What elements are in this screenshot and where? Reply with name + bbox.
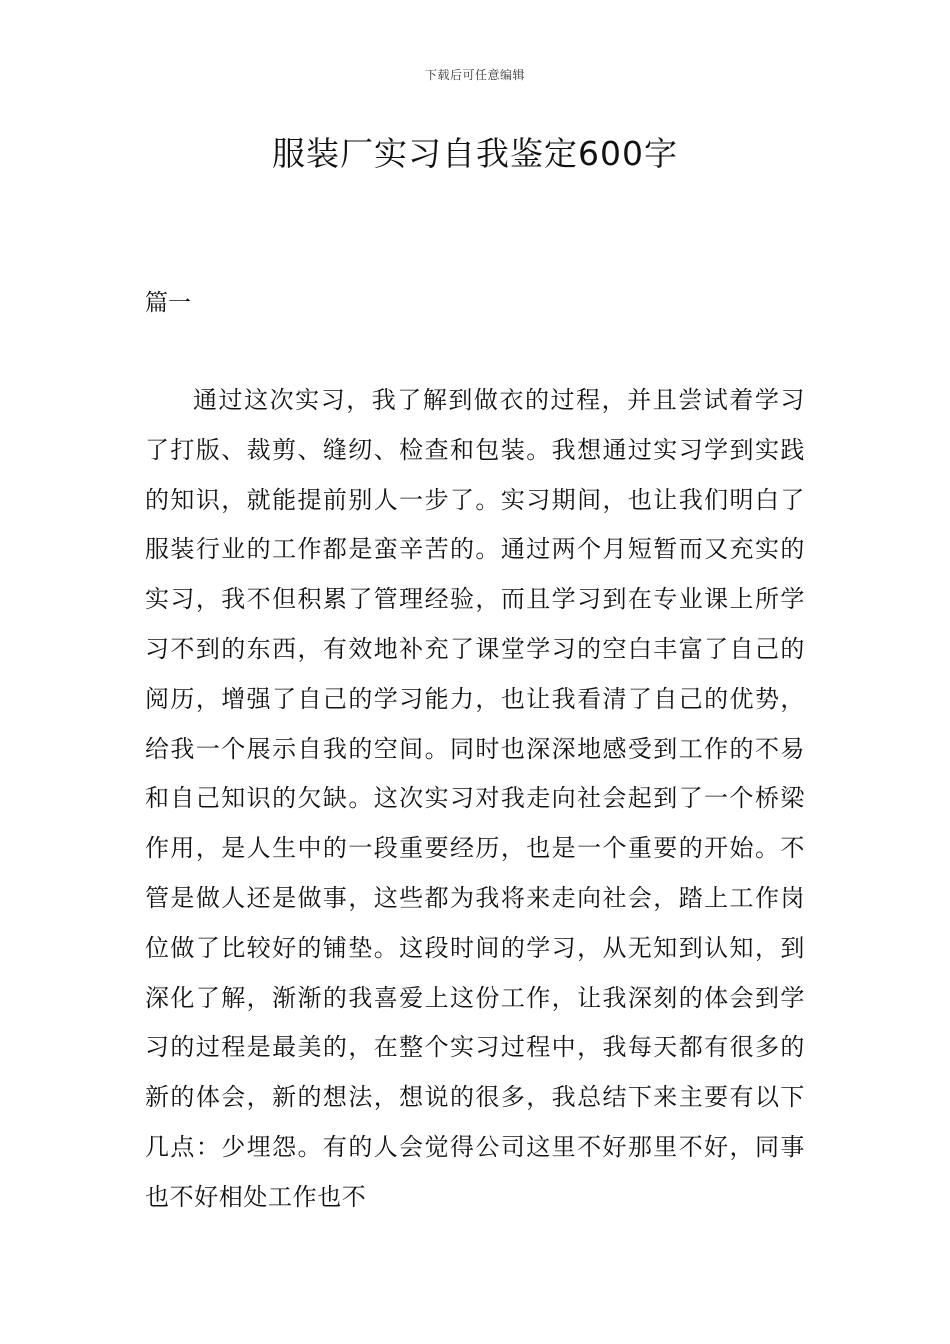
body-paragraph: 通过这次实习，我了解到做衣的过程，并且尝试着学习了打版、裁剪、缝纫、检查和包装。我想通过实习学到实践的知识，就能提前别人一步了。实习期间，也让我们明白了服装行业的工作都是蛮辛苦的。通过两个月短暂而又充实的实习，我不但积累了管理经验，而且学习到在专业课上所学习不到的东西，有效地补充了课堂学习的空白丰富了自己的阅历，增强了自己的学习能力，也让我看清了自己的优势，给我一个展示自我的空间。同时也深深地感受到工作的不易和自己知识的欠缺。这次实习对我走向社会起到了一个桥梁作用，是人生中的一段重要经历，也是一个重要的开始。不管是做人还是做事，这些都为我将来走向社会，踏上工作岗位做了比较好的铺垫。这段时间的学习，从无知到认知，到深化了解，渐渐的我喜爱上这份工作，让我深刻的体会到学习的过程是最美的，在整个实习过程中，我每天都有很多的新的体会，新的想法，想说的很多，我总结下来主要有以下几点：少埋怨。有的人会觉得公司这里不好那里不好，同事也不好相处工作也不	[145, 386, 805, 1211]
document-title: 服装厂实习自我鉴定600字	[272, 134, 678, 173]
section-heading: 篇一	[145, 290, 191, 316]
header-note: 下载后可任意编辑	[424, 68, 525, 82]
